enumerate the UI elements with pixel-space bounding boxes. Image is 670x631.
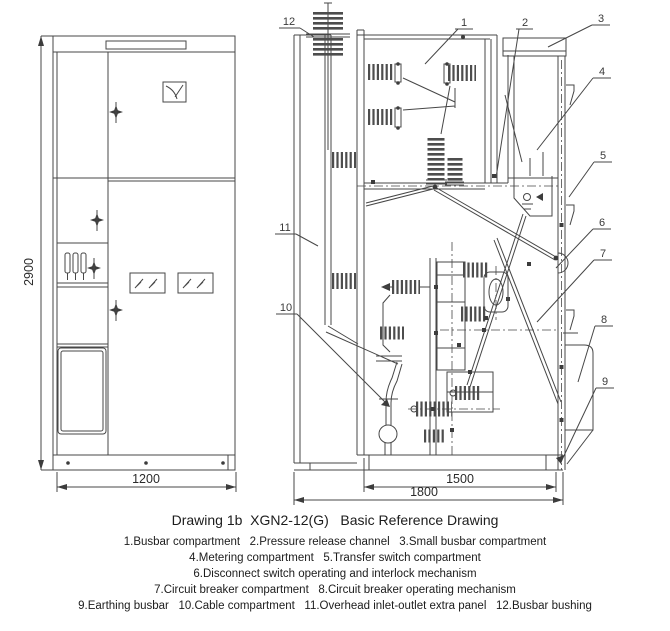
handle-icon (87, 258, 101, 279)
nameplate (106, 41, 186, 49)
cb-operating-mechanism (563, 333, 593, 464)
legend-line-4: 7.Circuit breaker compartment 8.Circuit breaker operating mechanism (154, 584, 516, 596)
dim-2900: 2900 (22, 258, 36, 286)
svg-text:9: 9 (601, 376, 609, 388)
legend-line-1: 1.Busbar compartment 2.Pressure release channel 3.Small busbar compartment (123, 536, 547, 548)
svg-text:10: 10 (279, 302, 293, 314)
meter-icon (163, 82, 186, 102)
dim-1200: 1200 (132, 472, 160, 486)
svg-text:1: 1 (460, 17, 468, 29)
front-view (53, 36, 235, 470)
svg-text:8: 8 (600, 314, 608, 326)
transfer-switch-compartment (514, 152, 552, 216)
handle-icon (109, 102, 123, 123)
callout-3 (548, 13, 610, 47)
svg-text:3: 3 (597, 13, 605, 25)
callout-5 (569, 150, 612, 197)
callout-10 (276, 302, 390, 407)
dimension-side-outer (294, 472, 563, 505)
circuit-breaker (380, 242, 556, 455)
callout-4 (537, 66, 611, 150)
busbar-bushing (306, 3, 350, 150)
caption-block (0, 512, 670, 614)
support-insulators (426, 138, 464, 185)
callout-11 (275, 222, 318, 246)
callout-8 (578, 314, 613, 382)
inspection-window (130, 273, 165, 293)
svg-text:7: 7 (599, 248, 607, 260)
drawing-title: Drawing 1b XGN2-12(G) Basic Reference Drawing (171, 512, 499, 528)
inspection-window (178, 273, 213, 293)
dimension-front-height (22, 36, 53, 470)
legend-line-2: 4.Metering compartment 5.Transfer switch compartment (189, 552, 481, 564)
dimension-front-width (57, 472, 236, 492)
small-busbar-compartment (503, 38, 566, 56)
legend-line-5: 9.Earthing busbar 10.Cable compartment 11.Overhead inlet-outlet extra panel 12.Busbar bushing (78, 600, 592, 612)
louver-vents (65, 253, 86, 280)
callout-1 (425, 17, 473, 64)
svg-text:2: 2 (521, 17, 529, 29)
handle-icon (90, 210, 104, 231)
svg-text:4: 4 (598, 66, 606, 78)
dimension-side-inner (364, 458, 556, 492)
legend-line-3: 6.Disconnect switch operating and interlock mechanism (193, 568, 477, 580)
section-view (294, 3, 593, 470)
busbar-insulators (368, 62, 476, 134)
callout-12 (279, 16, 314, 37)
dim-1500: 1500 (446, 472, 474, 486)
svg-text:5: 5 (599, 150, 607, 162)
interlock-mechanism (558, 253, 568, 273)
svg-text:6: 6 (598, 217, 606, 229)
dim-1800: 1800 (410, 485, 438, 499)
svg-text:11: 11 (279, 222, 291, 234)
svg-text:12: 12 (282, 16, 296, 28)
handle-icon (109, 300, 123, 321)
